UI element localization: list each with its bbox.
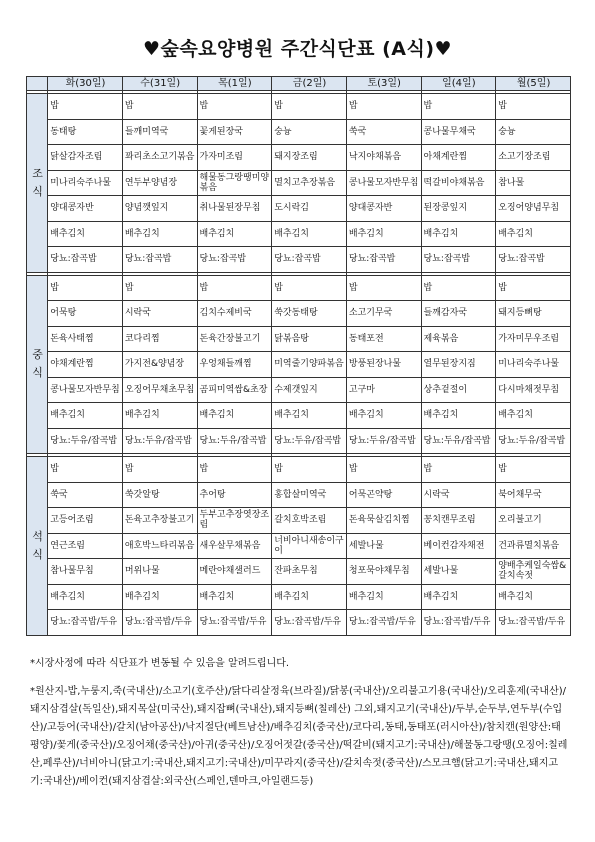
menu-cell: 배추김치 (496, 221, 571, 247)
menu-cell: 소고기장조림 (496, 145, 571, 171)
menu-cell: 배추김치 (496, 584, 571, 610)
menu-cell: 당뇨:잡곡밥/두유 (48, 610, 123, 636)
meal-label-char: 석 (32, 529, 43, 543)
menu-cell: 아채계란찜 (421, 145, 496, 171)
menu-row (27, 559, 571, 585)
menu-cell: 멸치고추장볶음 (272, 170, 347, 196)
menu-cell: 가자미무우조림 (496, 326, 571, 352)
menu-cell: 밥 (346, 275, 421, 301)
menu-row (27, 352, 571, 378)
menu-cell: 밥 (496, 457, 571, 483)
day-header: 수(31일) (122, 77, 197, 91)
menu-cell: 당뇨:잡곡밥 (421, 247, 496, 273)
menu-cell: 밥 (122, 457, 197, 483)
menu-cell: 배추김치 (197, 221, 272, 247)
menu-cell: 배추김치 (48, 403, 123, 429)
menu-cell: 곰피미역쌈&초장 (197, 377, 272, 403)
menu-cell: 당뇨:두유/잡곡밥 (48, 428, 123, 454)
menu-row (27, 170, 571, 196)
menu-cell: 배추김치 (346, 403, 421, 429)
menu-cell: 밥 (197, 275, 272, 301)
menu-cell: 참나물무침 (48, 559, 123, 585)
menu-cell: 닭볶음탕 (272, 326, 347, 352)
menu-cell: 너비아니새송이구이 (272, 533, 347, 559)
menu-cell: 배추김치 (496, 403, 571, 429)
menu-row (27, 403, 571, 429)
menu-cell: 당뇨:잡곡밥 (48, 247, 123, 273)
menu-row (27, 377, 571, 403)
menu-cell: 배추김치 (48, 221, 123, 247)
menu-cell: 당뇨:잡곡밥 (346, 247, 421, 273)
menu-row (27, 275, 571, 301)
menu-row (27, 508, 571, 534)
menu-cell: 밥 (48, 457, 123, 483)
menu-cell: 밥 (272, 275, 347, 301)
menu-cell: 해물동그랑땡미양볶음 (197, 170, 272, 196)
menu-cell: 어묵곤약탕 (346, 482, 421, 508)
day-header: 금(2일) (272, 77, 347, 91)
menu-cell: 갈치호박조림 (272, 508, 347, 534)
menu-cell: 가지전&양념장 (122, 352, 197, 378)
day-header-row (27, 77, 571, 91)
menu-cell: 밥 (122, 94, 197, 120)
menu-cell: 참나물 (496, 170, 571, 196)
meal-label (27, 275, 48, 454)
menu-cell: 양대콩자반 (48, 196, 123, 222)
menu-cell: 당뇨:잡곡밥 (122, 247, 197, 273)
menu-row (27, 145, 571, 171)
menu-cell: 배추김치 (421, 584, 496, 610)
menu-row (27, 584, 571, 610)
menu-cell: 쑥국 (48, 482, 123, 508)
menu-cell: 당뇨:잡곡밥 (496, 247, 571, 273)
menu-cell: 취나물된장무침 (197, 196, 272, 222)
menu-cell: 홍합살미역국 (272, 482, 347, 508)
menu-cell: 밥 (272, 94, 347, 120)
menu-cell: 배추김치 (272, 403, 347, 429)
menu-cell: 밥 (197, 457, 272, 483)
menu-cell: 배추김치 (346, 221, 421, 247)
menu-cell: 떡갈비야채볶음 (421, 170, 496, 196)
menu-cell: 밥 (496, 275, 571, 301)
meal-label-char: 조 (32, 166, 43, 180)
menu-cell: 당뇨:잡곡밥/두유 (421, 610, 496, 636)
menu-cell: 수제갯잎지 (272, 377, 347, 403)
day-header: 토(3일) (346, 77, 421, 91)
menu-cell: 세발나물 (421, 559, 496, 585)
menu-cell: 고구마 (346, 377, 421, 403)
menu-cell: 당뇨:잡곡밥 (197, 247, 272, 273)
menu-cell: 시락국 (421, 482, 496, 508)
menu-cell: 코다리찜 (122, 326, 197, 352)
menu-cell: 된장콩잎지 (421, 196, 496, 222)
menu-cell: 북어채무국 (496, 482, 571, 508)
menu-cell: 배추김치 (122, 403, 197, 429)
day-header: 일(4일) (421, 77, 496, 91)
menu-cell: 베이컨감자채전 (421, 533, 496, 559)
menu-cell: 건과류멸치볶음 (496, 533, 571, 559)
menu-cell: 들깨감자국 (421, 301, 496, 327)
menu-cell: 도시락김 (272, 196, 347, 222)
menu-cell: 당뇨:두유/잡곡밥 (122, 428, 197, 454)
menu-row (27, 119, 571, 145)
menu-cell: 오징어양념무침 (496, 196, 571, 222)
menu-cell: 밥 (197, 94, 272, 120)
menu-row (27, 610, 571, 636)
menu-cell: 배추김치 (272, 584, 347, 610)
menu-cell: 상추겉절이 (421, 377, 496, 403)
notice-text: *시장사정에 따라 식단표가 변동될 수 있음을 알려드립니다. (30, 658, 290, 669)
menu-cell: 당뇨:잡곡밥/두유 (496, 610, 571, 636)
menu-row (27, 301, 571, 327)
meal-label-char: 식 (32, 184, 43, 198)
menu-cell: 우엉채들깨찜 (197, 352, 272, 378)
menu-cell: 낙지야채볶음 (346, 145, 421, 171)
menu-cell: 추어탕 (197, 482, 272, 508)
menu-row (27, 533, 571, 559)
menu-cell: 숭늉 (272, 119, 347, 145)
menu-cell: 꽃게된장국 (197, 119, 272, 145)
menu-cell: 당뇨:두유/잡곡밥 (346, 428, 421, 454)
menu-cell: 세발나물 (346, 533, 421, 559)
menu-cell: 당뇨:두유/잡곡밥 (421, 428, 496, 454)
menu-cell: 돼지장조림 (272, 145, 347, 171)
menu-cell: 당뇨:두유/잡곡밥 (272, 428, 347, 454)
menu-cell: 콩나물모자반무침 (346, 170, 421, 196)
menu-cell: 돈육간장불고기 (197, 326, 272, 352)
menu-cell: 당뇨:잡곡밥/두유 (346, 610, 421, 636)
menu-cell: 쑥갓알탕 (122, 482, 197, 508)
menu-row (27, 482, 571, 508)
menu-cell: 꽁치캔무조림 (421, 508, 496, 534)
menu-cell: 오징어무채초무침 (122, 377, 197, 403)
menu-cell: 배추김치 (346, 584, 421, 610)
meal-label (27, 94, 48, 273)
menu-cell: 밥 (421, 94, 496, 120)
page-title: ♥숲속요양병원 주간식단표 (A식)♥ (142, 38, 453, 60)
menu-cell: 배추김치 (122, 221, 197, 247)
day-header: 목(1일) (197, 77, 272, 91)
menu-cell: 배추김치 (48, 584, 123, 610)
menu-row (27, 326, 571, 352)
menu-cell: 배추김치 (197, 584, 272, 610)
menu-cell: 쑥국 (346, 119, 421, 145)
meal-label-char: 중 (32, 348, 43, 362)
menu-cell: 새우살무채볶음 (197, 533, 272, 559)
menu-cell: 두부고추장엿장조림 (197, 508, 272, 534)
origin-text: *원산지-밥,누룽지,죽(국내산)/소고기(호주산)/닭다리살정육(브라질)/닭봉(국내산)/오리불고기용(국내산)/오리훈제(국내산)/돼지삼겹살(독일산),돼지목살(미국산),돼지잡뼈(국내산),돼지등뼈(칠레산) 그외,돼지고기(국내산)/두부,순두부,연두부(수입산)/고등어(국내산)/갈치(남아공산)/낙지절단(베트남산)/배추김치(중국산)/코다리,동태,동태포(러시아산)/참치캔(원양산:태평양)/꽃게(중국산)/오징어채(중국산)/아귀(중국산)/오징어젓갈(중국산)/떡갈비(돼지고기:국내산)/해물동그랑땡(오징어:칠레산,페루산)/너비아니(닭고기:국내산,돼지고기:국내산)/미꾸라지(중국산)/갈치속젓(중국산)/스모크햄(닭고기:국내산,돼지고기:국내산)/베이컨(돼지삼겹살:외국산(스페인,덴마크,아일랜드등) (30, 686, 568, 787)
menu-cell: 돈육고추장불고기 (122, 508, 197, 534)
menu-cell: 들깨미역국 (122, 119, 197, 145)
menu-cell: 다시마채젓무침 (496, 377, 571, 403)
menu-cell: 밥 (48, 275, 123, 301)
menu-cell: 미나리숙주나물 (496, 352, 571, 378)
menu-cell: 당뇨:잡곡밥/두유 (122, 610, 197, 636)
menu-cell: 배추김치 (421, 221, 496, 247)
menu-cell: 동태탕 (48, 119, 123, 145)
menu-cell: 청포묵야채무침 (346, 559, 421, 585)
menu-cell: 닭살감자조림 (48, 145, 123, 171)
meal-label (27, 457, 48, 636)
menu-cell: 당뇨:두유/잡곡밥 (496, 428, 571, 454)
menu-row (27, 196, 571, 222)
menu-cell: 오리불고기 (496, 508, 571, 534)
menu-cell: 밥 (421, 457, 496, 483)
menu-cell: 콩나물무채국 (421, 119, 496, 145)
menu-cell: 밥 (421, 275, 496, 301)
menu-cell: 꽈리초소고기볶음 (122, 145, 197, 171)
meal-label-char: 식 (32, 366, 43, 380)
menu-cell: 미역줄기양파볶음 (272, 352, 347, 378)
menu-cell: 배추김치 (122, 584, 197, 610)
menu-row (27, 428, 571, 454)
menu-cell: 방풍된장나물 (346, 352, 421, 378)
menu-cell: 배추김치 (272, 221, 347, 247)
menu-cell: 당뇨:잡곡밥/두유 (197, 610, 272, 636)
menu-cell: 콩나물모자반무침 (48, 377, 123, 403)
menu-cell: 돈육묵살김치찜 (346, 508, 421, 534)
menu-cell: 김치수제비국 (197, 301, 272, 327)
menu-cell: 가자미조림 (197, 145, 272, 171)
menu-cell: 양대콩자반 (346, 196, 421, 222)
menu-cell: 잔파초무침 (272, 559, 347, 585)
menu-cell: 소고기무국 (346, 301, 421, 327)
menu-cell: 애호박느타리볶음 (122, 533, 197, 559)
menu-cell: 동태포전 (346, 326, 421, 352)
menu-cell: 양배추케일숙쌈&갈치속젓 (496, 559, 571, 585)
menu-cell: 양념깻잎지 (122, 196, 197, 222)
menu-cell: 야채계란찜 (48, 352, 123, 378)
menu-row (27, 94, 571, 120)
menu-cell: 시락국 (122, 301, 197, 327)
menu-cell: 당뇨:잡곡밥 (272, 247, 347, 273)
menu-cell: 밥 (346, 94, 421, 120)
menu-cell: 연근조림 (48, 533, 123, 559)
menu-cell: 쑥갓동태탕 (272, 301, 347, 327)
menu-row (27, 221, 571, 247)
menu-cell: 배추김치 (197, 403, 272, 429)
menu-cell: 연두부양념장 (122, 170, 197, 196)
menu-cell: 배추김치 (421, 403, 496, 429)
menu-cell: 밥 (496, 94, 571, 120)
menu-row (27, 457, 571, 483)
header-corner (27, 77, 48, 91)
day-header: 월(5일) (496, 77, 571, 91)
menu-cell: 메란야채샐러드 (197, 559, 272, 585)
day-header: 화(30일) (48, 77, 123, 91)
menu-cell: 밥 (272, 457, 347, 483)
menu-cell: 돈육사태찜 (48, 326, 123, 352)
menu-cell: 열무된장지짐 (421, 352, 496, 378)
menu-cell: 숭늉 (496, 119, 571, 145)
menu-cell: 밥 (48, 94, 123, 120)
menu-cell: 돼지등뼈탕 (496, 301, 571, 327)
menu-cell: 고등어조림 (48, 508, 123, 534)
menu-body (27, 91, 571, 636)
menu-cell: 당뇨:잡곡밥/두유 (272, 610, 347, 636)
menu-cell: 머위나물 (122, 559, 197, 585)
menu-cell: 미나리숙주나물 (48, 170, 123, 196)
menu-cell: 밥 (346, 457, 421, 483)
menu-cell: 밥 (122, 275, 197, 301)
menu-row (27, 247, 571, 273)
menu-table (26, 76, 571, 636)
menu-cell: 어묵탕 (48, 301, 123, 327)
menu-cell: 제육볶음 (421, 326, 496, 352)
meal-label-char: 식 (32, 547, 43, 561)
menu-cell: 당뇨:두유/잡곡밥 (197, 428, 272, 454)
